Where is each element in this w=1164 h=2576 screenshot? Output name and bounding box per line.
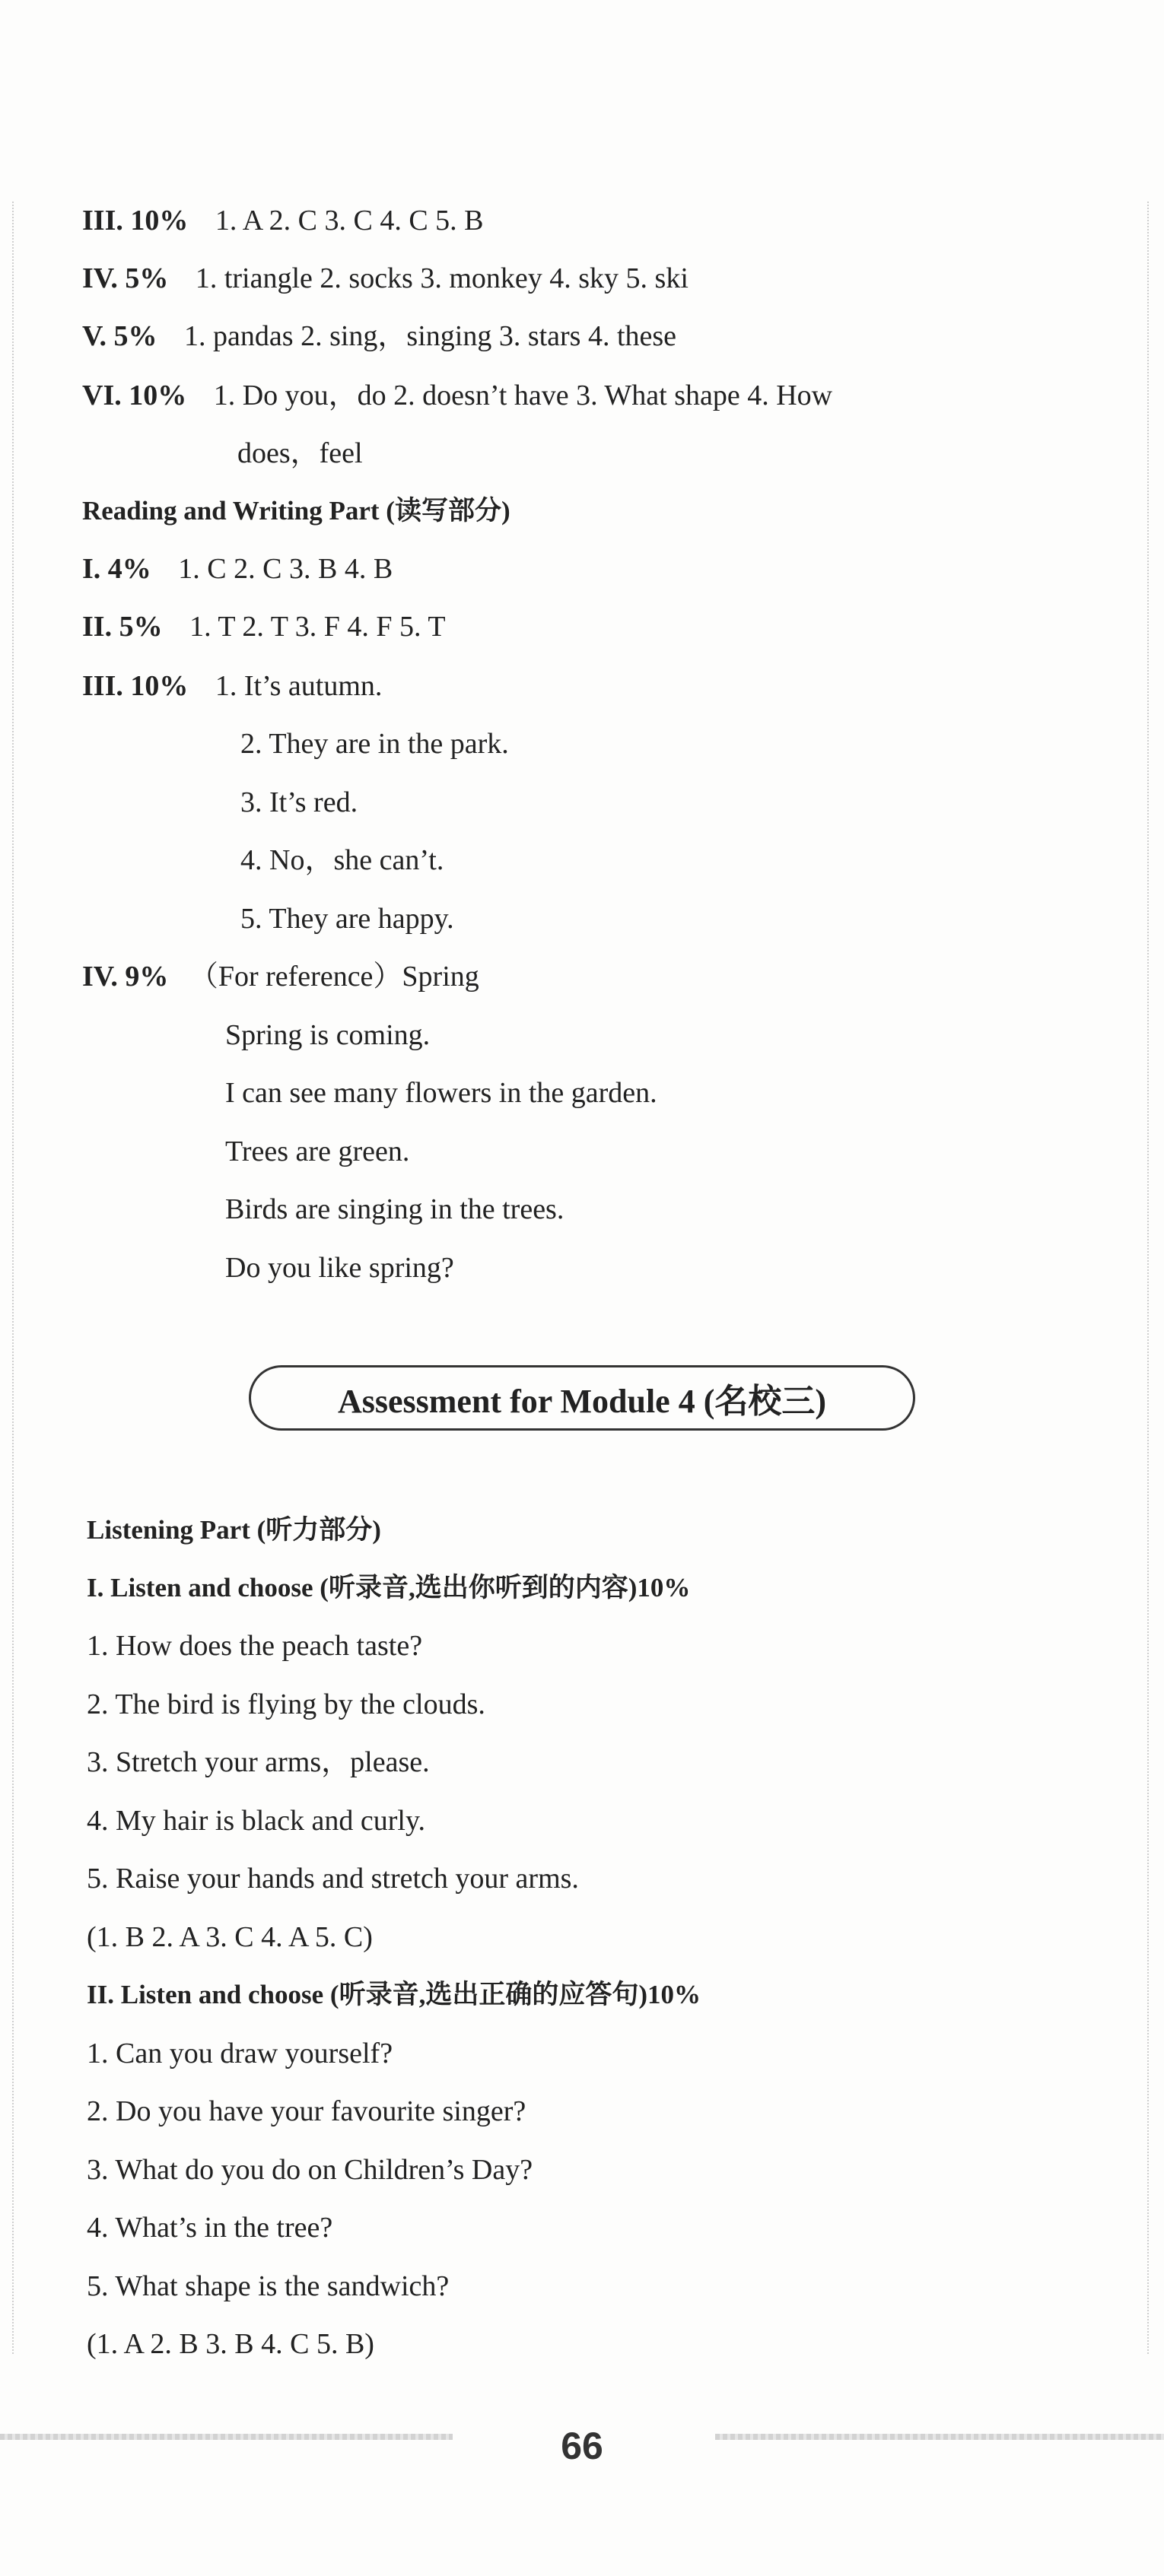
reading-row-iii [82,668,382,704]
answer-text: 1. pandas 2. sing，singing 3. stars 4. these [184,320,677,352]
script-line: 3. What do you do on Children’s Day? [87,2154,533,2186]
answer-text: 1. It’s autumn. [215,670,383,702]
composition-line: I can see many flowers in the garden. [225,1077,657,1109]
section-heading: I. Listen and choose (听录音,选出你听到的内容)10% [87,1573,691,1602]
section-label: V. 5% [82,320,157,352]
answer-line: (1. B 2. A 3. C 4. A 5. C) [87,1921,373,1953]
right-margin-line [1147,202,1149,2354]
composition-line: Do you like spring? [225,1252,454,1284]
footer-rule-right [715,2434,1164,2440]
answer-text: 1. T 2. T 3. F 4. F 5. T [189,611,446,643]
section-label: VI. 10% [82,380,187,411]
answer-text: 1. Do you，do 2. doesn’t have 3. What shape 4. How [213,380,833,411]
script-line: 5. Raise your hands and stretch your arms. [87,1863,579,1895]
answer-text: 2. They are in the park. [240,728,509,760]
page-number: 66 [561,2425,603,2467]
answer-text: 1. triangle 2. socks 3. monkey 4. sky 5. ski [195,262,689,294]
section-heading: II. Listen and choose (听录音,选出正确的应答句)10% [87,1980,701,2009]
script-line: 1. How does the peach taste? [87,1630,423,1662]
answer-text: 1. A 2. C 3. C 4. C 5. B [215,205,484,237]
listening-heading: Listening Part (听力部分) [87,1515,381,1545]
answer-row-iii [82,202,484,239]
script-line: 1. Can you draw yourself? [87,2038,393,2069]
script-line: 2. The bird is flying by the clouds. [87,1688,485,1720]
answer-text: 1. C 2. C 3. B 4. B [178,553,393,585]
answer-line: (1. A 2. B 3. B 4. C 5. B) [87,2328,374,2360]
script-line: 4. My hair is black and curly. [87,1805,425,1837]
script-line: 4. What’s in the tree? [87,2212,333,2244]
reading-writing-heading: Reading and Writing Part (读写部分) [82,496,510,526]
answer-text-continued: does，feel [237,437,363,469]
answer-row-iv [82,260,689,297]
assessment-title: Assessment for Module 4 (名校三) [337,1383,827,1420]
footer-rule-left [0,2434,453,2440]
reading-row-iv [82,958,479,995]
answer-row-v [82,318,676,354]
section-label: III. 10% [82,670,189,702]
composition-line: Birds are singing in the trees. [225,1193,565,1225]
answer-text: （For reference）Spring [189,961,479,993]
section-label: I. 4% [82,553,151,585]
script-line: 5. What shape is the sandwich? [87,2270,450,2302]
reading-row-i [82,551,393,587]
reading-row-ii [82,608,446,645]
assessment-title-box [249,1365,915,1431]
composition-line: Trees are green. [225,1136,410,1167]
answer-text: 3. It’s red. [240,786,358,818]
left-margin-line [12,202,14,2354]
section-label: IV. 9% [82,961,169,993]
section-label: II. 5% [82,611,163,643]
answer-row-vi [82,377,832,414]
composition-line: Spring is coming. [225,1019,431,1051]
section-label: IV. 5% [82,262,169,294]
answer-text: 4. No，she can’t. [240,844,444,876]
answer-text: 5. They are happy. [240,903,454,935]
script-line: 3. Stretch your arms，please. [87,1746,430,1778]
section-label: III. 10% [82,205,189,237]
script-line: 2. Do you have your favourite singer? [87,2095,526,2127]
